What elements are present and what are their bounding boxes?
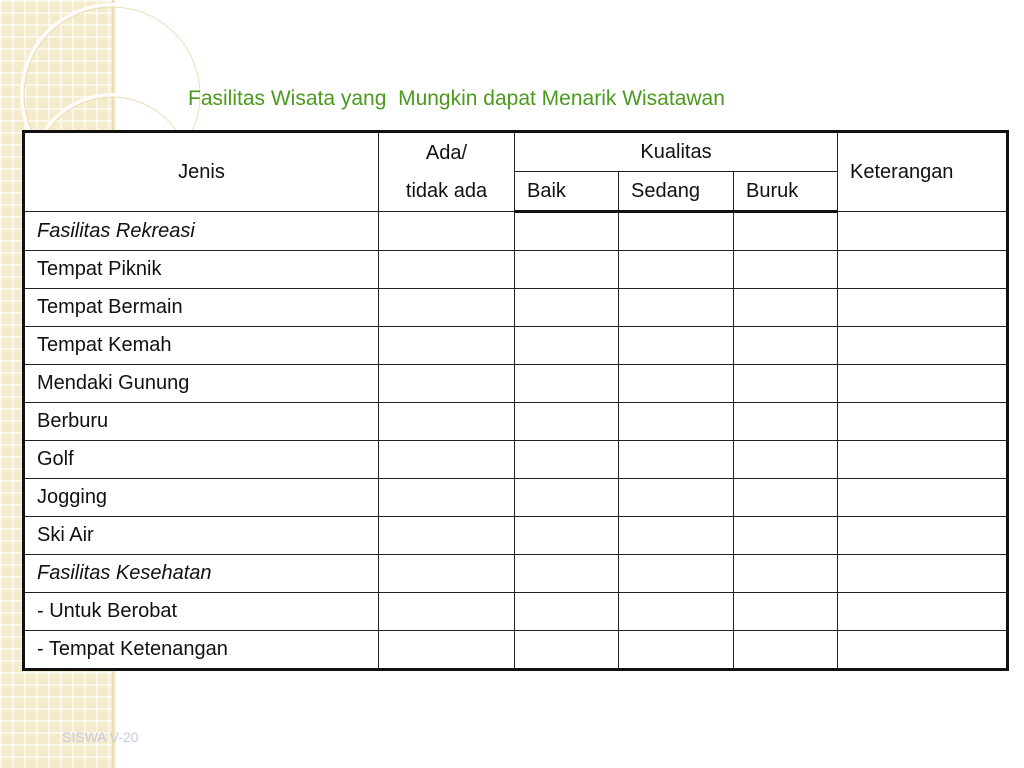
baik-cell [515,365,619,403]
header-keterangan: Keterangan [838,132,1008,212]
baik-cell [515,251,619,289]
ada-cell [379,365,515,403]
baik-cell [515,631,619,670]
ada-cell [379,555,515,593]
ada-cell [379,631,515,670]
keterangan-cell [838,251,1008,289]
baik-cell [515,327,619,365]
baik-cell [515,403,619,441]
ada-cell [379,593,515,631]
sedang-cell [619,212,734,251]
keterangan-cell [838,327,1008,365]
sedang-cell [619,479,734,517]
baik-cell [515,555,619,593]
keterangan-cell [838,517,1008,555]
ada-cell [379,289,515,327]
slide-title: Fasilitas Wisata yang Mungkin dapat Menarik Wisatawan [188,87,725,110]
table-body [24,212,1008,670]
sedang-cell [619,593,734,631]
keterangan-cell [838,593,1008,631]
buruk-cell [734,403,838,441]
ada-cell [379,327,515,365]
sedang-cell [619,403,734,441]
buruk-cell [734,327,838,365]
sedang-cell [619,289,734,327]
keterangan-cell [838,403,1008,441]
table-row [24,479,1008,517]
ada-cell [379,403,515,441]
buruk-cell [734,517,838,555]
table-row [24,251,1008,289]
ada-cell [379,212,515,251]
keterangan-cell [838,479,1008,517]
facility-label: Golf [24,441,379,479]
header-ada-line1: Ada/ [425,142,468,164]
category-label: Fasilitas Rekreasi [24,212,379,251]
baik-cell [515,593,619,631]
table-row [24,289,1008,327]
table-row [24,327,1008,365]
buruk-cell [734,212,838,251]
keterangan-cell [838,289,1008,327]
buruk-cell [734,441,838,479]
buruk-cell [734,479,838,517]
keterangan-cell [838,631,1008,670]
header-kualitas: Kualitas [515,132,838,172]
keterangan-cell [838,365,1008,403]
buruk-cell [734,289,838,327]
category-label: Fasilitas Kesehatan [24,555,379,593]
ada-cell [379,251,515,289]
sedang-cell [619,251,734,289]
slide-footer: SISWA V-20 [62,729,139,745]
facilities-table [22,130,1009,671]
sedang-cell [619,517,734,555]
baik-cell [515,517,619,555]
table-row [24,631,1008,670]
sedang-cell [619,555,734,593]
table-row [24,517,1008,555]
header-ada-tidak-ada [379,132,515,212]
ada-cell [379,479,515,517]
header-ada-line2: tidak ada [405,180,488,202]
sedang-cell [619,327,734,365]
table-row [24,365,1008,403]
table-row [24,593,1008,631]
table-row [24,441,1008,479]
buruk-cell [734,593,838,631]
header-buruk: Buruk [734,172,838,212]
baik-cell [515,212,619,251]
buruk-cell [734,555,838,593]
facility-label: Berburu [24,403,379,441]
facility-label: Tempat Bermain [24,289,379,327]
baik-cell [515,479,619,517]
facility-label: - Untuk Berobat [24,593,379,631]
table-row [24,555,1008,593]
sedang-cell [619,631,734,670]
ada-cell [379,517,515,555]
baik-cell [515,441,619,479]
keterangan-cell [838,441,1008,479]
facility-label: - Tempat Ketenangan [24,631,379,670]
sedang-cell [619,365,734,403]
facility-label: Jogging [24,479,379,517]
buruk-cell [734,251,838,289]
table-row [24,403,1008,441]
buruk-cell [734,365,838,403]
sedang-cell [619,441,734,479]
facility-label: Ski Air [24,517,379,555]
header-jenis: Jenis [24,132,379,212]
table-row [24,212,1008,251]
facility-label: Tempat Piknik [24,251,379,289]
keterangan-cell [838,555,1008,593]
ada-cell [379,441,515,479]
header-baik: Baik [515,172,619,212]
header-sedang: Sedang [619,172,734,212]
facility-label: Tempat Kemah [24,327,379,365]
keterangan-cell [838,212,1008,251]
buruk-cell [734,631,838,670]
facility-label: Mendaki Gunung [24,365,379,403]
baik-cell [515,289,619,327]
